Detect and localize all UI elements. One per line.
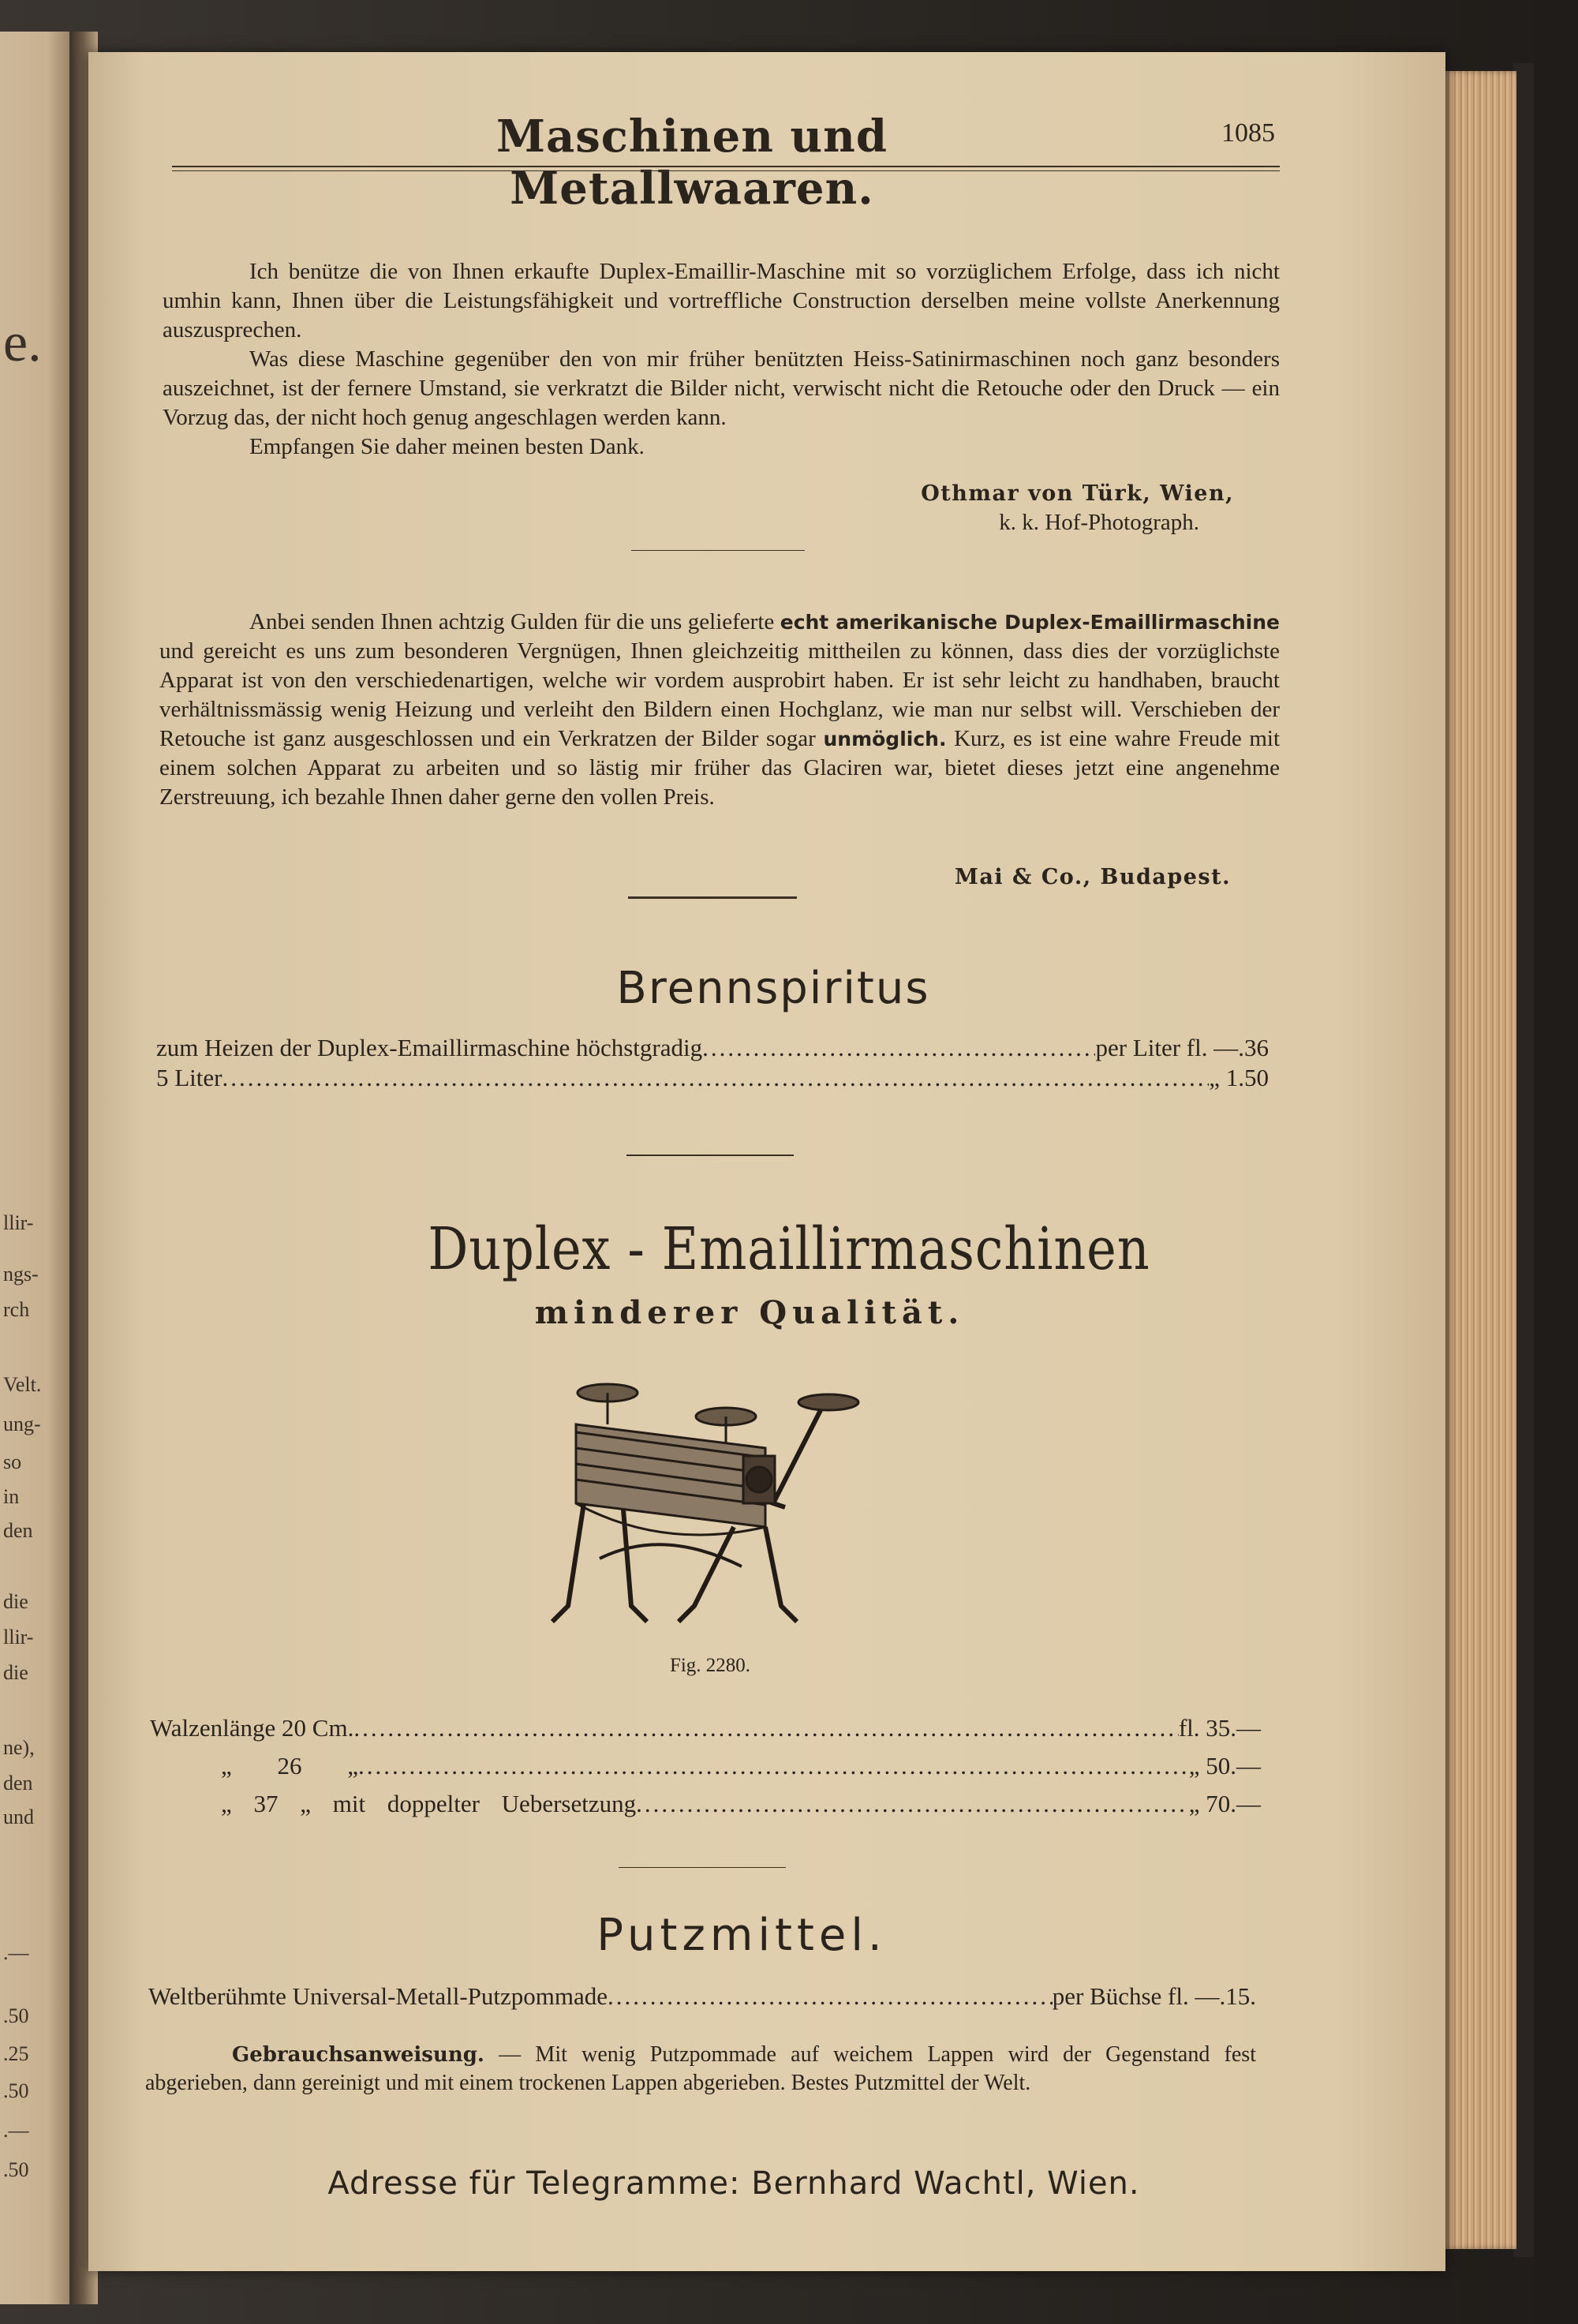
section-title-brennspiritus: Brennspiritus bbox=[616, 963, 930, 1014]
leader-dots bbox=[358, 1752, 1189, 1780]
price-row-label: Walzenlänge 20 Cm. bbox=[150, 1714, 354, 1742]
left-page-fragment: die bbox=[3, 1661, 28, 1684]
testimonial-mai bbox=[159, 608, 1280, 812]
price-row-value: per Büchse fl. —.15. bbox=[1052, 1982, 1256, 2010]
price-row bbox=[221, 1752, 1261, 1780]
telegram-address: Adresse für Telegramme: Bernhard Wachtl, Wien. bbox=[327, 2165, 1140, 2202]
separator-rule bbox=[628, 896, 797, 899]
figure-caption: Fig. 2280. bbox=[669, 1655, 751, 1676]
page-number: 1085 bbox=[1221, 118, 1275, 148]
price-row-label: Weltberühmte Universal-Metall-Putzpommade bbox=[148, 1982, 608, 2010]
price-row-label: „ 26 „ bbox=[221, 1752, 359, 1779]
section-title-putzmittel: Putzmittel. bbox=[596, 1910, 887, 1961]
left-page-fragment: und bbox=[3, 1806, 34, 1828]
leader-dots bbox=[702, 1034, 1095, 1062]
left-page-fragment: llir- bbox=[3, 1626, 34, 1649]
price-row bbox=[156, 1034, 1269, 1062]
emaillirmaschine-illustration bbox=[537, 1369, 868, 1637]
left-page-fragment: .50 bbox=[3, 2004, 29, 2027]
left-facing-page bbox=[0, 32, 79, 2304]
left-page-fragment: .— bbox=[3, 2119, 29, 2142]
testimonial-emphasis: unmöglich. bbox=[823, 728, 947, 750]
section-title-duplex: Duplex - Emaillirmaschinen bbox=[428, 1215, 1150, 1283]
section-subtitle-duplex: minderer Qualität. bbox=[534, 1294, 965, 1331]
left-page-fragment: .50 bbox=[3, 2158, 29, 2181]
testimonial-paragraph: Empfangen Sie daher meinen besten Dank. bbox=[249, 434, 645, 459]
price-row bbox=[156, 1064, 1269, 1092]
page-header-title: Maschinen und Metallwaaren. bbox=[495, 110, 888, 215]
left-page-fragment: .25 bbox=[3, 2042, 29, 2065]
price-row-value: „ 70.— bbox=[1188, 1790, 1261, 1817]
separator-rule bbox=[619, 1867, 786, 1868]
testimonial-turk bbox=[163, 257, 1280, 462]
page-block-edge bbox=[1445, 71, 1516, 2249]
left-page-fragment: so bbox=[3, 1450, 22, 1473]
price-row-label: „ 37 „ mit doppelter Uebersetzung bbox=[221, 1790, 637, 1817]
testimonial-text: und gereicht es uns zum besonderen Vergnügen, Ihnen gleichzeitig mittheilen zu können, dass dies der vorzüglichste Apparat ist von den verschiedenartigen, welche wir vordem ausprobirt haben. Er ist sehr leicht zu handhaben, braucht verhältnissmässig wenig Heizung und verleiht den Bildern einen Hochglanz, wie man nur selbst will. Verschieben der Retouche ist ganz ausgeschlossen und ein Verkratzen der Bilder sogar bbox=[159, 638, 1280, 751]
signature-mai: Mai & Co., Budapest. bbox=[955, 865, 1231, 889]
left-page-fragment: die bbox=[3, 1590, 28, 1613]
left-page-fragment: in bbox=[3, 1485, 20, 1508]
usage-label: Gebrauchsanweisung. bbox=[232, 2043, 484, 2067]
left-page-fragment: ung- bbox=[3, 1413, 41, 1435]
usage-paragraph bbox=[145, 2041, 1256, 2097]
testimonial-paragraph: Was diese Maschine gegenüber den von mir früher benützten Heiss-Satinirmaschinen noch ganz besonders auszeichnet, ist der fernere Umstand, sie verkratzt die Bilder nicht, verwischt nicht die Retouche oder den Druck — ein Vorzug das, der nicht hoch genug angeschlagen werden kann. bbox=[163, 346, 1280, 430]
price-row-value: fl. 35.— bbox=[1178, 1714, 1261, 1742]
signature-turk: Othmar von Türk, Wien, bbox=[921, 481, 1234, 506]
price-row bbox=[150, 1714, 1261, 1742]
left-page-fragment: e. bbox=[3, 312, 42, 373]
price-row-value: „ 1.50 bbox=[1209, 1064, 1269, 1091]
testimonial-paragraph bbox=[159, 608, 1280, 812]
price-row-value: „ 50.— bbox=[1188, 1752, 1261, 1779]
left-page-fragment: ngs- bbox=[3, 1263, 39, 1285]
separator-rule bbox=[626, 1155, 794, 1156]
price-row-label: zum Heizen der Duplex-Emaillirmaschine höchstgradig bbox=[156, 1034, 703, 1061]
testimonial-text: Anbei senden Ihnen achtzig Gulden für die uns gelieferte bbox=[249, 609, 780, 634]
leader-dots bbox=[608, 1982, 1053, 2011]
leader-dots bbox=[636, 1790, 1189, 1818]
left-page-fragment: den bbox=[3, 1519, 33, 1542]
left-page-fragment: ne), bbox=[3, 1736, 35, 1759]
header-rule bbox=[172, 170, 1280, 171]
leader-dots bbox=[222, 1064, 1210, 1092]
price-row-label: 5 Liter bbox=[156, 1064, 222, 1091]
separator-rule bbox=[631, 550, 805, 551]
price-row-value: per Liter fl. —.36 bbox=[1095, 1034, 1269, 1061]
testimonial-emphasis: echt amerikanische Duplex-Emaillirmaschine bbox=[780, 611, 1281, 634]
usage-instructions bbox=[145, 2041, 1256, 2097]
testimonial-paragraph: Ich benütze die von Ihnen erkaufte Duplex-Emaillir-Maschine mit so vorzüglichem Erfolge, dass ich nicht umhin kann, Ihnen über die Leistungsfähigkeit und vortreffliche Construction derselben meine vollste Anerkennung auszusprechen. bbox=[163, 259, 1280, 342]
leader-dots bbox=[353, 1714, 1178, 1742]
left-page-fragment: den bbox=[3, 1772, 33, 1794]
usage-text: — Mit wenig Putzpommade auf weichem Lappen wird der Gegenstand fest abgerieben, dann gereinigt und mit einem trockenen Lappen abgerieben. Bestes Putzmittel der Welt. bbox=[145, 2042, 1256, 2095]
price-row bbox=[221, 1790, 1261, 1818]
signature-turk-title: k. k. Hof-Photograph. bbox=[999, 510, 1199, 535]
price-row bbox=[148, 1982, 1256, 2011]
left-page-fragment: .— bbox=[3, 1941, 29, 1964]
left-page-fragment: Velt. bbox=[3, 1373, 42, 1396]
header-rule bbox=[172, 166, 1280, 167]
left-page-fragment: rch bbox=[3, 1298, 30, 1321]
left-page-fragment: llir- bbox=[3, 1211, 34, 1234]
left-page-fragment: .50 bbox=[3, 2079, 29, 2102]
testimonial-text: Kurz, es ist eine wahre Freude mit einem solchen Apparat zu arbeiten und so lästig mir früher das Glaciren war, bietet dieses jetzt eine angenehme Zerstreuung, ich bezahle Ihnen daher gerne den vollen Preis. bbox=[159, 726, 1281, 810]
